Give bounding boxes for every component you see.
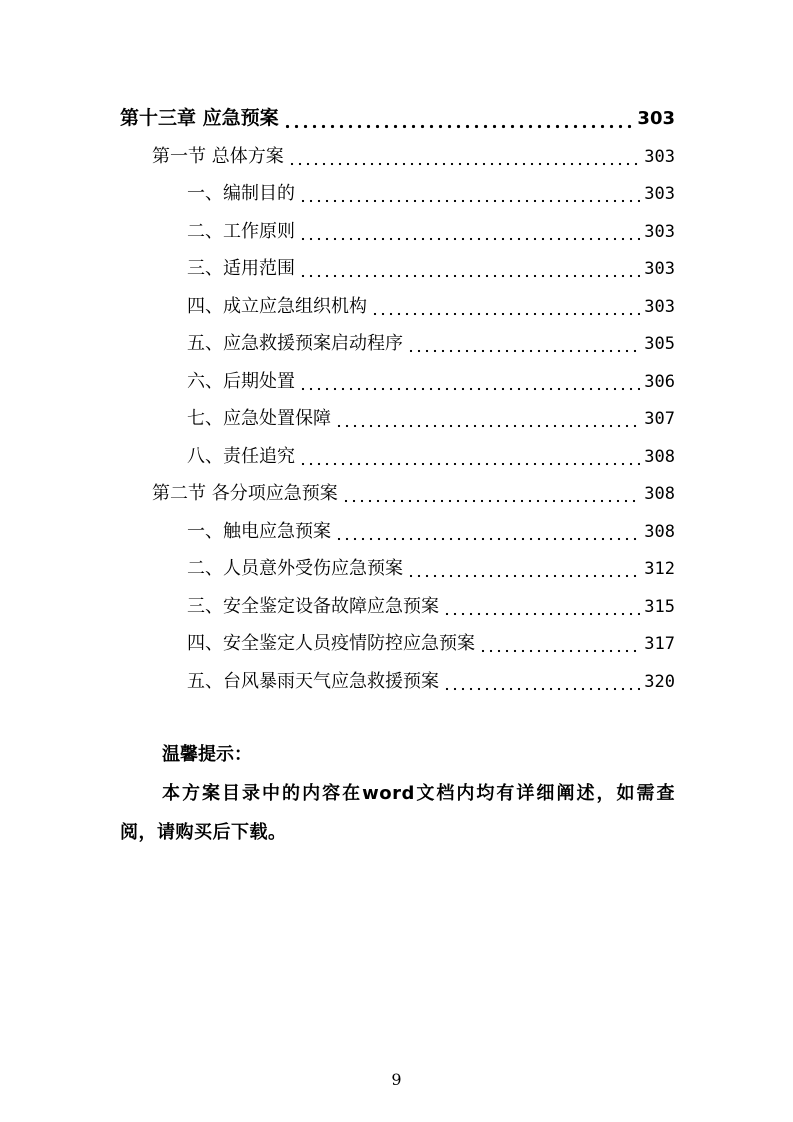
toc-entry-title: 第二节 各分项应急预案	[152, 483, 338, 504]
toc-entry-page-number: 303	[644, 259, 675, 279]
toc-subsection-entry[interactable]	[120, 588, 675, 626]
table-of-contents	[120, 100, 675, 700]
toc-entry-title: 五、应急救援预案启动程序	[187, 333, 403, 354]
toc-subsection-entry[interactable]	[120, 363, 675, 401]
toc-subsection-entry[interactable]	[120, 250, 675, 288]
toc-entry-title: 五、台风暴雨天气应急救援预案	[187, 670, 439, 692]
toc-entry-page-number: 303	[644, 146, 675, 167]
toc-entry-title: 七、应急处置保障	[187, 408, 331, 429]
toc-entry-title: 四、安全鉴定人员疫情防控应急预案	[187, 633, 475, 654]
toc-subsection-entry[interactable]	[120, 625, 675, 663]
toc-dot-leader	[342, 475, 641, 513]
toc-subsection-entry[interactable]	[120, 288, 675, 326]
toc-dot-leader	[299, 438, 640, 476]
toc-dot-leader	[479, 625, 640, 663]
toc-entry-page-number: 303	[644, 221, 675, 242]
toc-dot-leader	[407, 550, 640, 588]
toc-dot-leader	[299, 213, 640, 251]
toc-subsection-entry[interactable]	[120, 550, 675, 588]
toc-entry-page-number: 306	[644, 371, 675, 392]
toc-entry-title: 第一节 总体方案	[152, 145, 284, 167]
toc-entry-title: 一、编制目的	[187, 183, 295, 204]
toc-entry-page-number: 312	[644, 559, 675, 579]
toc-entry-page-number: 308	[644, 484, 675, 504]
toc-entry-page-number: 307	[644, 409, 675, 429]
toc-dot-leader	[407, 325, 640, 363]
notice-block	[120, 735, 675, 852]
toc-subsection-entry[interactable]	[120, 213, 675, 251]
toc-entry-page-number: 308	[644, 521, 675, 542]
notice-body: 本方案目录中的内容在word文档内均有详细阐述，如需查阅，请购买后下载。	[120, 783, 675, 843]
toc-dot-leader	[299, 175, 640, 213]
toc-entry-page-number: 308	[644, 446, 675, 467]
page-number: 9	[391, 1070, 402, 1089]
notice-heading: 温馨提示：	[162, 744, 252, 765]
toc-entry-title: 四、成立应急组织机构	[187, 295, 367, 317]
toc-subsection-entry[interactable]	[120, 513, 675, 551]
toc-chapter-entry[interactable]	[120, 100, 675, 138]
toc-dot-leader	[443, 588, 640, 626]
toc-entry-page-number: 320	[644, 671, 675, 692]
toc-section-entry[interactable]	[120, 138, 675, 176]
toc-entry-title: 三、适用范围	[187, 258, 295, 279]
toc-entry-page-number: 303	[637, 108, 675, 129]
toc-dot-leader	[335, 400, 640, 438]
toc-entry-page-number: 303	[644, 296, 675, 317]
toc-section-entry[interactable]	[120, 475, 675, 513]
toc-dot-leader	[299, 363, 640, 401]
toc-dot-leader	[443, 663, 640, 701]
toc-entry-title: 二、人员意外受伤应急预案	[187, 558, 403, 579]
toc-entry-title: 一、触电应急预案	[187, 520, 331, 542]
toc-subsection-entry[interactable]	[120, 438, 675, 476]
toc-dot-leader	[288, 138, 641, 176]
toc-entry-page-number: 303	[644, 184, 675, 204]
toc-subsection-entry[interactable]	[120, 400, 675, 438]
toc-dot-leader	[371, 288, 640, 326]
toc-entry-title: 三、安全鉴定设备故障应急预案	[187, 595, 439, 617]
toc-dot-leader	[299, 250, 640, 288]
toc-dot-leader	[283, 100, 634, 138]
toc-entry-page-number: 305	[644, 334, 675, 354]
toc-entry-title: 二、工作原则	[187, 220, 295, 242]
toc-entry-title: 八、责任追究	[187, 445, 295, 467]
toc-subsection-entry[interactable]	[120, 325, 675, 363]
toc-subsection-entry[interactable]	[120, 663, 675, 701]
toc-dot-leader	[335, 513, 640, 551]
toc-entry-title: 六、后期处置	[187, 370, 295, 392]
toc-entry-title: 第十三章 应急预案	[120, 107, 279, 129]
toc-entry-page-number: 317	[644, 634, 675, 654]
toc-entry-page-number: 315	[644, 596, 675, 617]
toc-subsection-entry[interactable]	[120, 175, 675, 213]
